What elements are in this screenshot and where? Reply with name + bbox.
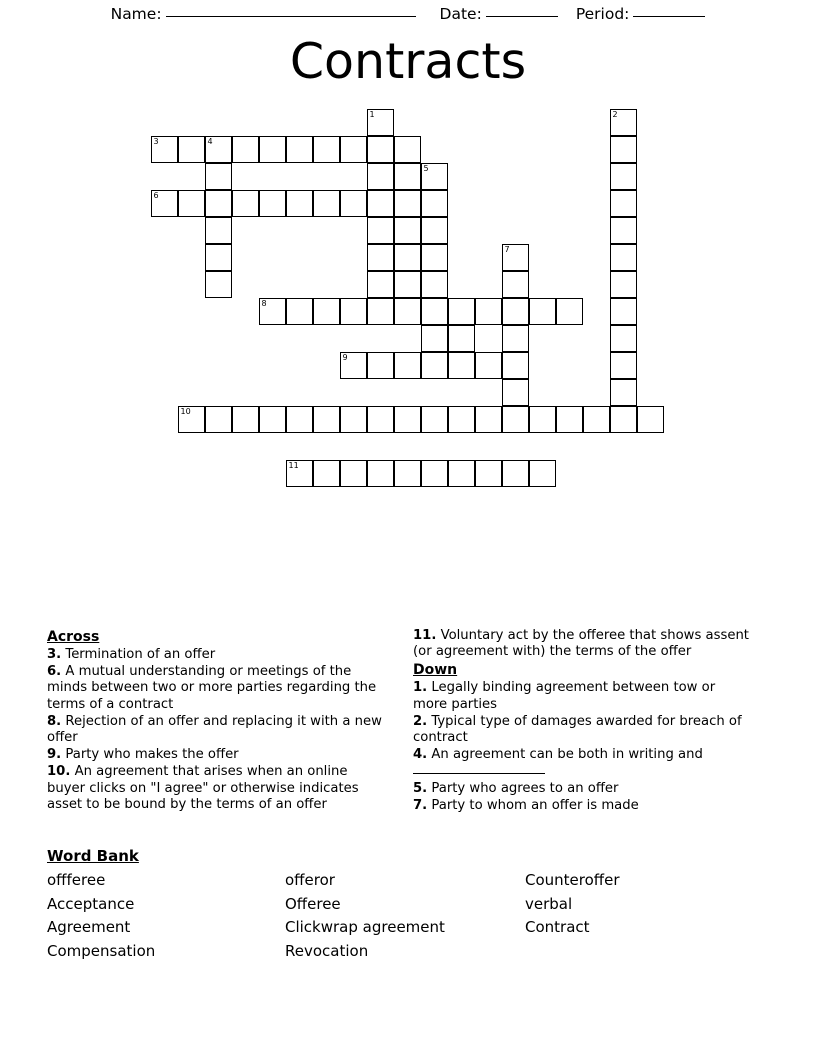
crossword-cell[interactable] [259,136,286,163]
clue-number-11: 11 [288,461,299,470]
crossword-cell[interactable] [367,406,394,433]
clue-text: Party who makes the offer [61,747,239,763]
clue-number-label: 1. [413,680,428,696]
word-bank-item: offferee [47,871,106,889]
crossword-cell[interactable] [421,352,448,379]
crossword-cell[interactable] [340,460,367,487]
crossword-cell[interactable] [340,298,367,325]
crossword-cell[interactable] [610,190,637,217]
crossword-cell[interactable] [448,298,475,325]
clue-text: Party to whom an offer is made [427,797,639,813]
clue-number-label: 9. [47,747,62,763]
clue-text: An agreement that arises when an online buyer clicks on "I agree" or otherwise indicates asset to be bound by the terms of an offer [47,764,359,812]
crossword-cell[interactable] [610,379,637,406]
crossword-cell[interactable] [421,460,448,487]
crossword-cell[interactable] [421,271,448,298]
crossword-cell-start-5[interactable] [421,163,448,190]
crossword-cell[interactable] [232,406,259,433]
word-bank-item: Revocation [285,941,369,960]
crossword-cell[interactable] [205,217,232,244]
crossword-cell[interactable] [394,271,421,298]
crossword-cell[interactable] [367,352,394,379]
crossword-cell[interactable] [340,190,367,217]
crossword-cell[interactable] [259,190,286,217]
crossword-cell[interactable] [394,244,421,271]
crossword-grid [151,109,711,499]
crossword-cell[interactable] [286,190,313,217]
crossword-cell[interactable] [610,352,637,379]
crossword-cell[interactable] [394,217,421,244]
crossword-cell[interactable] [502,406,529,433]
crossword-cell-start-10[interactable] [178,406,205,433]
crossword-cell[interactable] [205,271,232,298]
clue-number-label: 4. [413,747,428,763]
crossword-cell[interactable] [421,298,448,325]
period-blank-line[interactable] [633,16,705,17]
crossword-cell[interactable] [421,325,448,352]
date-label: Date: [439,5,482,23]
clue-text: An agreement can be both in writing and [427,747,703,763]
crossword-cell[interactable] [610,163,637,190]
period-field [576,5,706,23]
crossword-cell[interactable] [529,460,556,487]
crossword-cell[interactable] [529,298,556,325]
clue-down-5 [413,781,753,797]
clue-number-10: 10 [180,407,191,416]
crossword-cell[interactable] [367,136,394,163]
crossword-cell[interactable] [421,406,448,433]
crossword-cell[interactable] [286,298,313,325]
crossword-cell[interactable] [421,244,448,271]
word-bank-item: Counteroffer [525,871,620,889]
clue-number-3: 3 [153,137,159,146]
crossword-cell[interactable] [556,406,583,433]
word-bank-item: Clickwrap agreement [285,918,445,936]
crossword-cell[interactable] [610,271,637,298]
clue-text: Legally binding agreement between tow or more parties [413,680,716,712]
clue-down-4 [413,747,753,779]
crossword-cell[interactable] [313,190,340,217]
crossword-cell[interactable] [313,298,340,325]
clue-down-2 [413,714,753,746]
crossword-cell[interactable] [556,298,583,325]
crossword-cell[interactable] [286,136,313,163]
crossword-cell[interactable] [205,163,232,190]
clue-number-label: 7. [413,797,428,813]
crossword-cell[interactable] [502,460,529,487]
crossword-cell[interactable] [367,271,394,298]
word-bank-item: Agreement [47,918,131,936]
crossword-cell[interactable] [205,406,232,433]
crossword-cell-start-2[interactable] [610,109,637,136]
clues-section [47,628,769,838]
crossword-cell[interactable] [394,460,421,487]
clue-across-9 [47,747,387,763]
crossword-cell[interactable] [448,460,475,487]
across-heading: Across [47,629,100,645]
clue-number-label: 3. [47,647,62,662]
worksheet-header [0,0,816,28]
crossword-cell[interactable] [259,406,286,433]
crossword-cell[interactable] [502,298,529,325]
name-field [111,5,416,23]
word-bank-item: Acceptance [47,894,135,913]
crossword-cell-start-4[interactable] [205,136,232,163]
crossword-cell[interactable] [394,190,421,217]
clue-text: Rejection of an offer and replacing it with a new offer [47,713,382,746]
page-title: Contracts [289,33,527,90]
word-bank-heading: Word Bank [47,847,139,865]
crossword-cell[interactable] [529,406,556,433]
crossword-cell[interactable] [448,325,475,352]
crossword-cell[interactable] [637,406,664,433]
crossword-cell[interactable] [394,406,421,433]
crossword-cell[interactable] [583,406,610,433]
clue-number-7: 7 [504,245,510,254]
crossword-cell[interactable] [367,190,394,217]
name-blank-line[interactable] [166,16,416,17]
crossword-cell[interactable] [610,406,637,433]
clue-number-label: 2. [413,713,428,729]
clue-text: Voluntary act by the offeree that shows assent (or agreement with) the terms of the offer [413,628,749,660]
crossword-cell[interactable] [313,460,340,487]
crossword-cell[interactable] [448,352,475,379]
crossword-cell[interactable] [502,271,529,298]
word-bank-item: Offeree [285,894,341,913]
crossword-cell[interactable] [286,406,313,433]
crossword-cell-start-7[interactable] [502,244,529,271]
crossword-cell[interactable] [205,190,232,217]
crossword-cell[interactable] [610,298,637,325]
clue-text: Termination of an offer [61,647,216,662]
crossword-cell[interactable] [367,460,394,487]
crossword-cell[interactable] [475,406,502,433]
word-bank-item: Contract [525,918,590,936]
crossword-cell[interactable] [502,352,529,379]
crossword-cell[interactable] [394,163,421,190]
clues-column-left [47,628,387,814]
clue-number-label: 6. [47,664,62,680]
clue-text: Typical type of damages awarded for breach of contract [413,713,742,746]
crossword-cell[interactable] [178,136,205,163]
clue-answer-blank[interactable] [413,773,545,774]
date-blank-line[interactable] [486,16,558,17]
crossword-cell[interactable] [394,352,421,379]
clue-number-label: 11. [413,628,437,643]
crossword-cell[interactable] [394,298,421,325]
word-bank-item: Compensation [47,941,156,960]
clue-across-8 [47,714,387,746]
crossword-cell[interactable] [205,244,232,271]
crossword-cell[interactable] [367,244,394,271]
word-bank-list [47,869,769,962]
clue-number-label: 10. [47,764,71,780]
crossword-cell[interactable] [367,163,394,190]
word-bank-item: offeror [285,871,335,889]
clue-text: A mutual understanding or meetings of the minds between two or more parties regarding the terms of a contract [47,664,377,712]
clue-across-11 [413,628,753,660]
clue-number-6: 6 [153,191,159,200]
clue-number-5: 5 [423,164,429,173]
crossword-cell[interactable] [610,217,637,244]
word-bank-section [47,846,769,962]
crossword-cell[interactable] [340,136,367,163]
crossword-cell[interactable] [178,190,205,217]
crossword-cell[interactable] [313,406,340,433]
crossword-cell[interactable] [340,406,367,433]
crossword-cell[interactable] [421,190,448,217]
crossword-cell[interactable] [232,190,259,217]
clue-across-10 [47,764,387,813]
clue-across-6 [47,664,387,713]
crossword-cell-start-1[interactable] [367,109,394,136]
clue-number-8: 8 [261,299,267,308]
crossword-cell-start-6[interactable] [151,190,178,217]
crossword-cell[interactable] [367,217,394,244]
crossword-cell-start-11[interactable] [286,460,313,487]
clue-number-label: 8. [47,713,62,729]
crossword-cell[interactable] [367,298,394,325]
name-label: Name: [110,5,162,23]
date-field [440,5,558,23]
word-bank-item: verbal [525,894,573,913]
crossword-cell-start-9[interactable] [340,352,367,379]
crossword-cell[interactable] [610,244,637,271]
crossword-cell[interactable] [448,406,475,433]
clue-down-1 [413,680,753,712]
crossword-cell[interactable] [502,379,529,406]
crossword-cell[interactable] [421,217,448,244]
crossword-cell[interactable] [475,460,502,487]
crossword-cell[interactable] [475,352,502,379]
clue-text: Party who agrees to an offer [427,780,619,796]
crossword-cell[interactable] [610,325,637,352]
crossword-cell-start-3[interactable] [151,136,178,163]
clue-number-1: 1 [369,110,375,119]
crossword-cell[interactable] [610,136,637,163]
period-label: Period: [575,5,630,23]
crossword-cell-start-8[interactable] [259,298,286,325]
clue-across-3 [47,647,387,663]
crossword-cell[interactable] [232,136,259,163]
clue-number-label: 5. [413,780,428,796]
down-heading: Down [413,662,458,679]
clue-number-4: 4 [207,137,213,146]
crossword-cell[interactable] [394,136,421,163]
crossword-cell[interactable] [475,298,502,325]
clue-down-7 [413,798,753,814]
crossword-cell[interactable] [313,136,340,163]
clues-column-right [413,628,753,815]
clue-number-2: 2 [612,110,618,119]
crossword-cell[interactable] [502,325,529,352]
clue-number-9: 9 [342,353,348,362]
